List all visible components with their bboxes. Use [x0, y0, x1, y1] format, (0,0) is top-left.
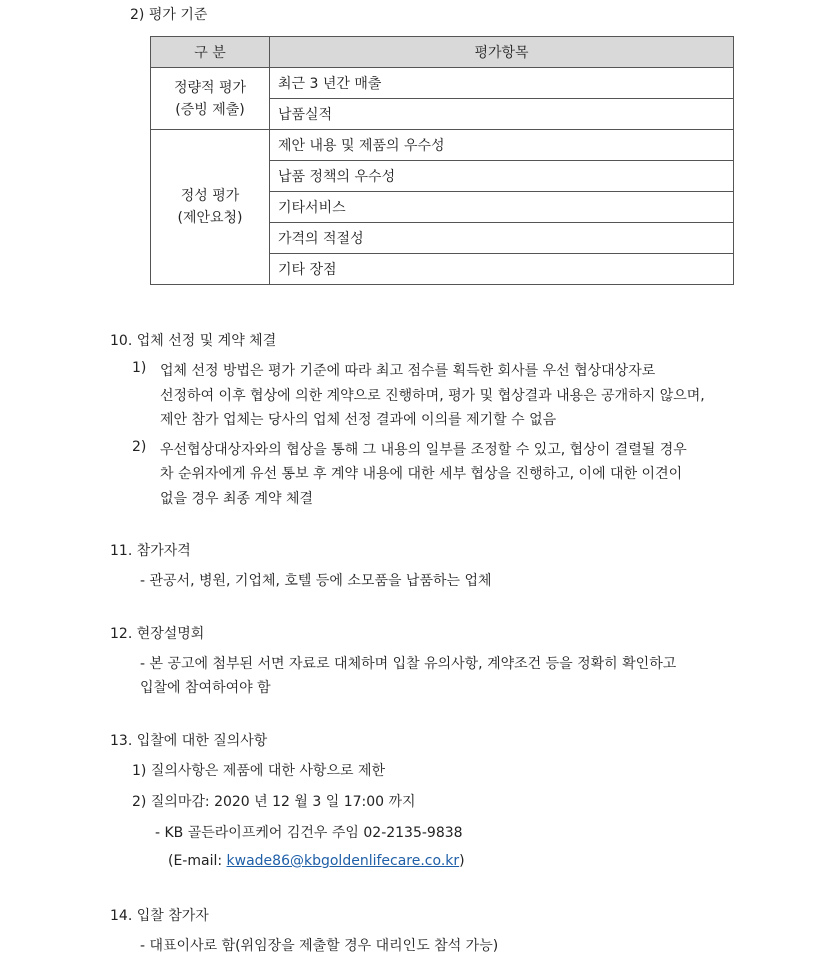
- category-sublabel: (제안요청): [177, 210, 243, 226]
- category-label: 정량적 평가: [173, 79, 247, 96]
- table-cell-item: 납품실적: [270, 99, 734, 130]
- section-13-heading: 13. 입찰에 대한 질의사항: [110, 733, 268, 749]
- email-prefix: (E-mail:: [168, 853, 227, 869]
- table-cell-item: 기타 장점: [270, 254, 734, 285]
- table-header-row: [151, 37, 734, 68]
- contact-line: - KB 골든라이프케어 김건우 주임 02-2135-9838: [155, 825, 463, 841]
- email-line: [168, 853, 465, 869]
- category-cell-quantitative: [151, 68, 270, 130]
- list-item-line: 선정하여 이후 협상에 의한 계약으로 진행하며, 평가 및 협상결과 내용은 공개하지 않으며,: [160, 388, 705, 404]
- table-cell-item: 납품 정책의 우수성: [270, 161, 734, 192]
- category-label: 정성 평가: [180, 188, 240, 204]
- participant-text: - 대표이사로 함(위임장을 제출할 경우 대리인도 참석 가능): [140, 938, 499, 954]
- section-14-heading: 14. 입찰 참가자: [110, 908, 209, 924]
- evaluation-criteria-table: [150, 36, 734, 285]
- email-suffix: ): [459, 853, 465, 869]
- category-sublabel: (증빙 제출): [175, 101, 245, 118]
- section-10-heading: 10. 업체 선정 및 계약 체결: [110, 333, 277, 349]
- list-item-line: 업체 선정 방법은 평가 기준에 따라 최고 점수를 획득한 회사를 우선 협상대상자로: [160, 363, 656, 379]
- list-item-line: 제안 참가 업체는 당사의 업체 선정 결과에 이의를 제기할 수 없음: [160, 412, 557, 428]
- category-cell-qualitative: [151, 130, 270, 285]
- table-cell-item: 기타서비스: [270, 192, 734, 223]
- inquiry-deadline: 2) 질의마감: 2020 년 12 월 3 일 17:00 까지: [132, 794, 416, 810]
- section-11-heading: 11. 참가자격: [110, 543, 191, 559]
- table-cell-item: 최근 3 년간 매출: [270, 68, 734, 99]
- section-2-heading: 2) 평가 기준: [130, 7, 208, 23]
- column-header-category: 구 분: [151, 37, 270, 68]
- section-12-heading: 12. 현장설명회: [110, 626, 205, 642]
- list-item-number: 2): [132, 439, 147, 455]
- list-item-line: 없을 경우 최종 계약 체결: [160, 491, 314, 507]
- table-row: [151, 130, 734, 161]
- briefing-text-line: - 본 공고에 첨부된 서면 자료로 대체하며 입찰 유의사항, 계약조건 등을 정확히 확인하고: [140, 656, 677, 672]
- list-item-line: 우선협상대상자와의 협상을 통해 그 내용의 일부를 조정할 수 있고, 협상이 결렬될 경우: [160, 442, 687, 458]
- column-header-items: 평가항목: [270, 37, 734, 68]
- table-row: [151, 68, 734, 99]
- table-cell-item: 제안 내용 및 제품의 우수성: [270, 130, 734, 161]
- eligibility-text: - 관공서, 병원, 기업체, 호텔 등에 소모품을 납품하는 업체: [140, 573, 492, 589]
- table-cell-item: 가격의 적절성: [270, 223, 734, 254]
- inquiry-item: 1) 질의사항은 제품에 대한 사항으로 제한: [132, 763, 386, 779]
- list-item-number: 1): [132, 360, 147, 376]
- email-link[interactable]: kwade86@kbgoldenlifecare.co.kr: [226, 853, 460, 869]
- briefing-text-line: 입찰에 참여하여야 함: [140, 680, 271, 696]
- list-item-line: 차 순위자에게 유선 통보 후 계약 내용에 대한 세부 협상을 진행하고, 이에 대한 이견이: [160, 466, 683, 482]
